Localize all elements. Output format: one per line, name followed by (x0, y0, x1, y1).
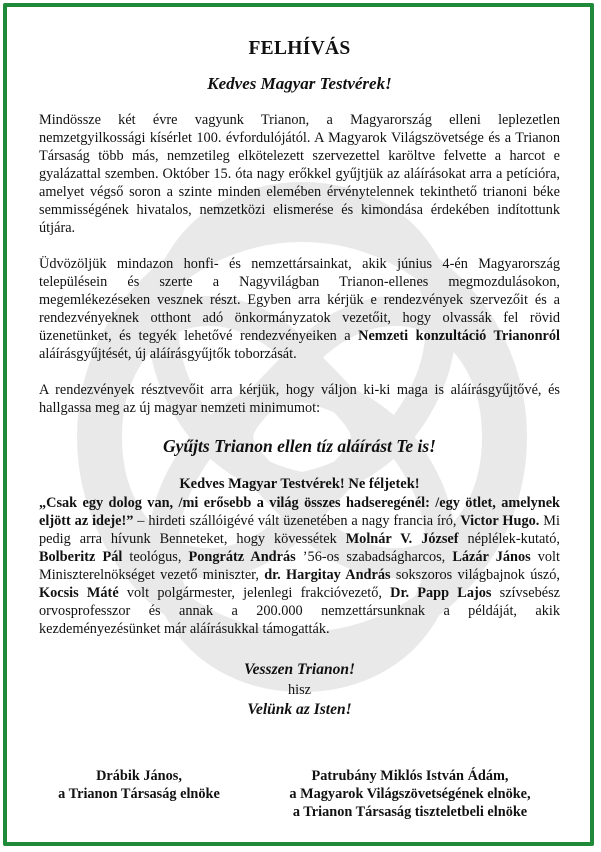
subheading: Kedves Magyar Testvérek! Ne féljetek! (179, 476, 420, 492)
page-title: FELHÍVÁS (248, 38, 351, 59)
signature-right (260, 767, 560, 821)
person-name: Lázár János (452, 549, 531, 565)
quote-text: szívsebész orvosprofesszor és annak a 200.000 nemzettársunknak a példáját, akik kezdeményezésünket már aláírásukkal támogatták. (39, 585, 560, 637)
greeting-heading: Kedves Magyar Testvérek! (207, 74, 392, 93)
person-name: Dr. Papp Lajos (390, 585, 492, 601)
quote-paragraph (39, 494, 560, 638)
closing-block (39, 660, 560, 720)
consultation-name: Nemzeti konzultáció Trianonról (358, 328, 560, 344)
paragraph-2 (39, 255, 560, 363)
signer-role: a Magyarok Világszövetségének elnöke, (289, 786, 531, 802)
signer-role: a Trianon Társaság elnöke (58, 786, 220, 802)
signer-role: a Trianon Társaság tiszteletbeli elnöke (292, 804, 528, 820)
slogan: Gyűjts Trianon ellen tíz aláírást Te is! (163, 436, 436, 456)
document-frame (3, 3, 594, 846)
paragraph-2-text-b: aláírásgyűjtését, új aláírásgyűjtők toborzását. (39, 346, 297, 362)
paragraph-3: A rendezvények résztvevőit arra kérjük, hogy váljon ki-ki maga is aláírásgyűjtővé, és hallgassa meg az új magyar nemzeti minimumot: (39, 382, 560, 416)
quote-text: volt Miniszterelnökséget vezető miniszter, (39, 549, 560, 583)
letter-body (39, 37, 560, 720)
person-name: dr. Hargitay András (264, 567, 391, 583)
closing-line-3: Velünk az Isten! (247, 701, 352, 718)
signer-name: Drábik János, (96, 768, 182, 784)
quote-text: néplélek-kutató, (458, 531, 560, 547)
paragraph-1: Mindössze két évre vagyunk Trianon, a Magyarország elleni leplezetlen nemzetgyilkossági kísérlet 100. évfordulójától. A Magyarok Világszövetsége és a Trianon Társaság több más, nemzetileg elkötelezett szervezettel karöltve felvette a harcot e gyalázattal szemben. Október 15. óta nagy erőkkel gyűjtjük az aláírásokat arra a petícióra, amelyet végső soron a szinte minden elemében érvénytelennek tekinthető trianoni béke semmisségének hivatalos, nemzetközi elismerése és kimondása érdekében indítottunk útjára. (39, 112, 560, 236)
person-name: Bolberitz Pál (39, 549, 123, 565)
quote-text: teológus, (122, 549, 189, 565)
person-name: Pongrátz András (188, 549, 296, 565)
person-name: Molnár V. József (345, 531, 459, 547)
quote-text: Mi pedig arra hívunk Benneteket, hogy kövessétek (39, 513, 560, 547)
closing-line-2: hisz (287, 682, 312, 698)
quote-text: volt polgármester, jelenlegi frakcióvezető, (118, 585, 391, 601)
quote-text: sokszoros világbajnok úszó, (390, 567, 560, 583)
quote-text: ’56-os szabadságharcos, (295, 549, 453, 565)
signature-left (39, 767, 239, 803)
person-name: Victor Hugo. (460, 513, 540, 529)
signer-name: Patrubány Miklós István Ádám, (311, 768, 509, 784)
hugo-quote: „Csak egy dolog van, /mi erősebb a világ összes hadseregénél: /egy ötlet, amelynek eljött az ideje!” (39, 495, 560, 529)
paragraph-2-text-a: Üdvözöljük mindazon honfi- és nemzettársainkat, akik június 4-én Magyarország településein és szerte a Nagyvilágban Trianon-ellenes megmozdulásokon, megemlékezéseken vesznek részt. Egyben arra kérjük e rendezvények szervezőit és a rendezvényeknek otthont adó önkormányzatok vezetőit, hogy olvassák fel rövid üzenetünket, és tegyék lehetővé rendezvényeiken a (39, 256, 560, 344)
person-name: Kocsis Máté (39, 585, 119, 601)
quote-text: – hirdeti szállóigévé vált üzenetében a nagy francia író, (133, 513, 461, 529)
closing-line-1: Vesszen Trianon! (244, 661, 355, 678)
